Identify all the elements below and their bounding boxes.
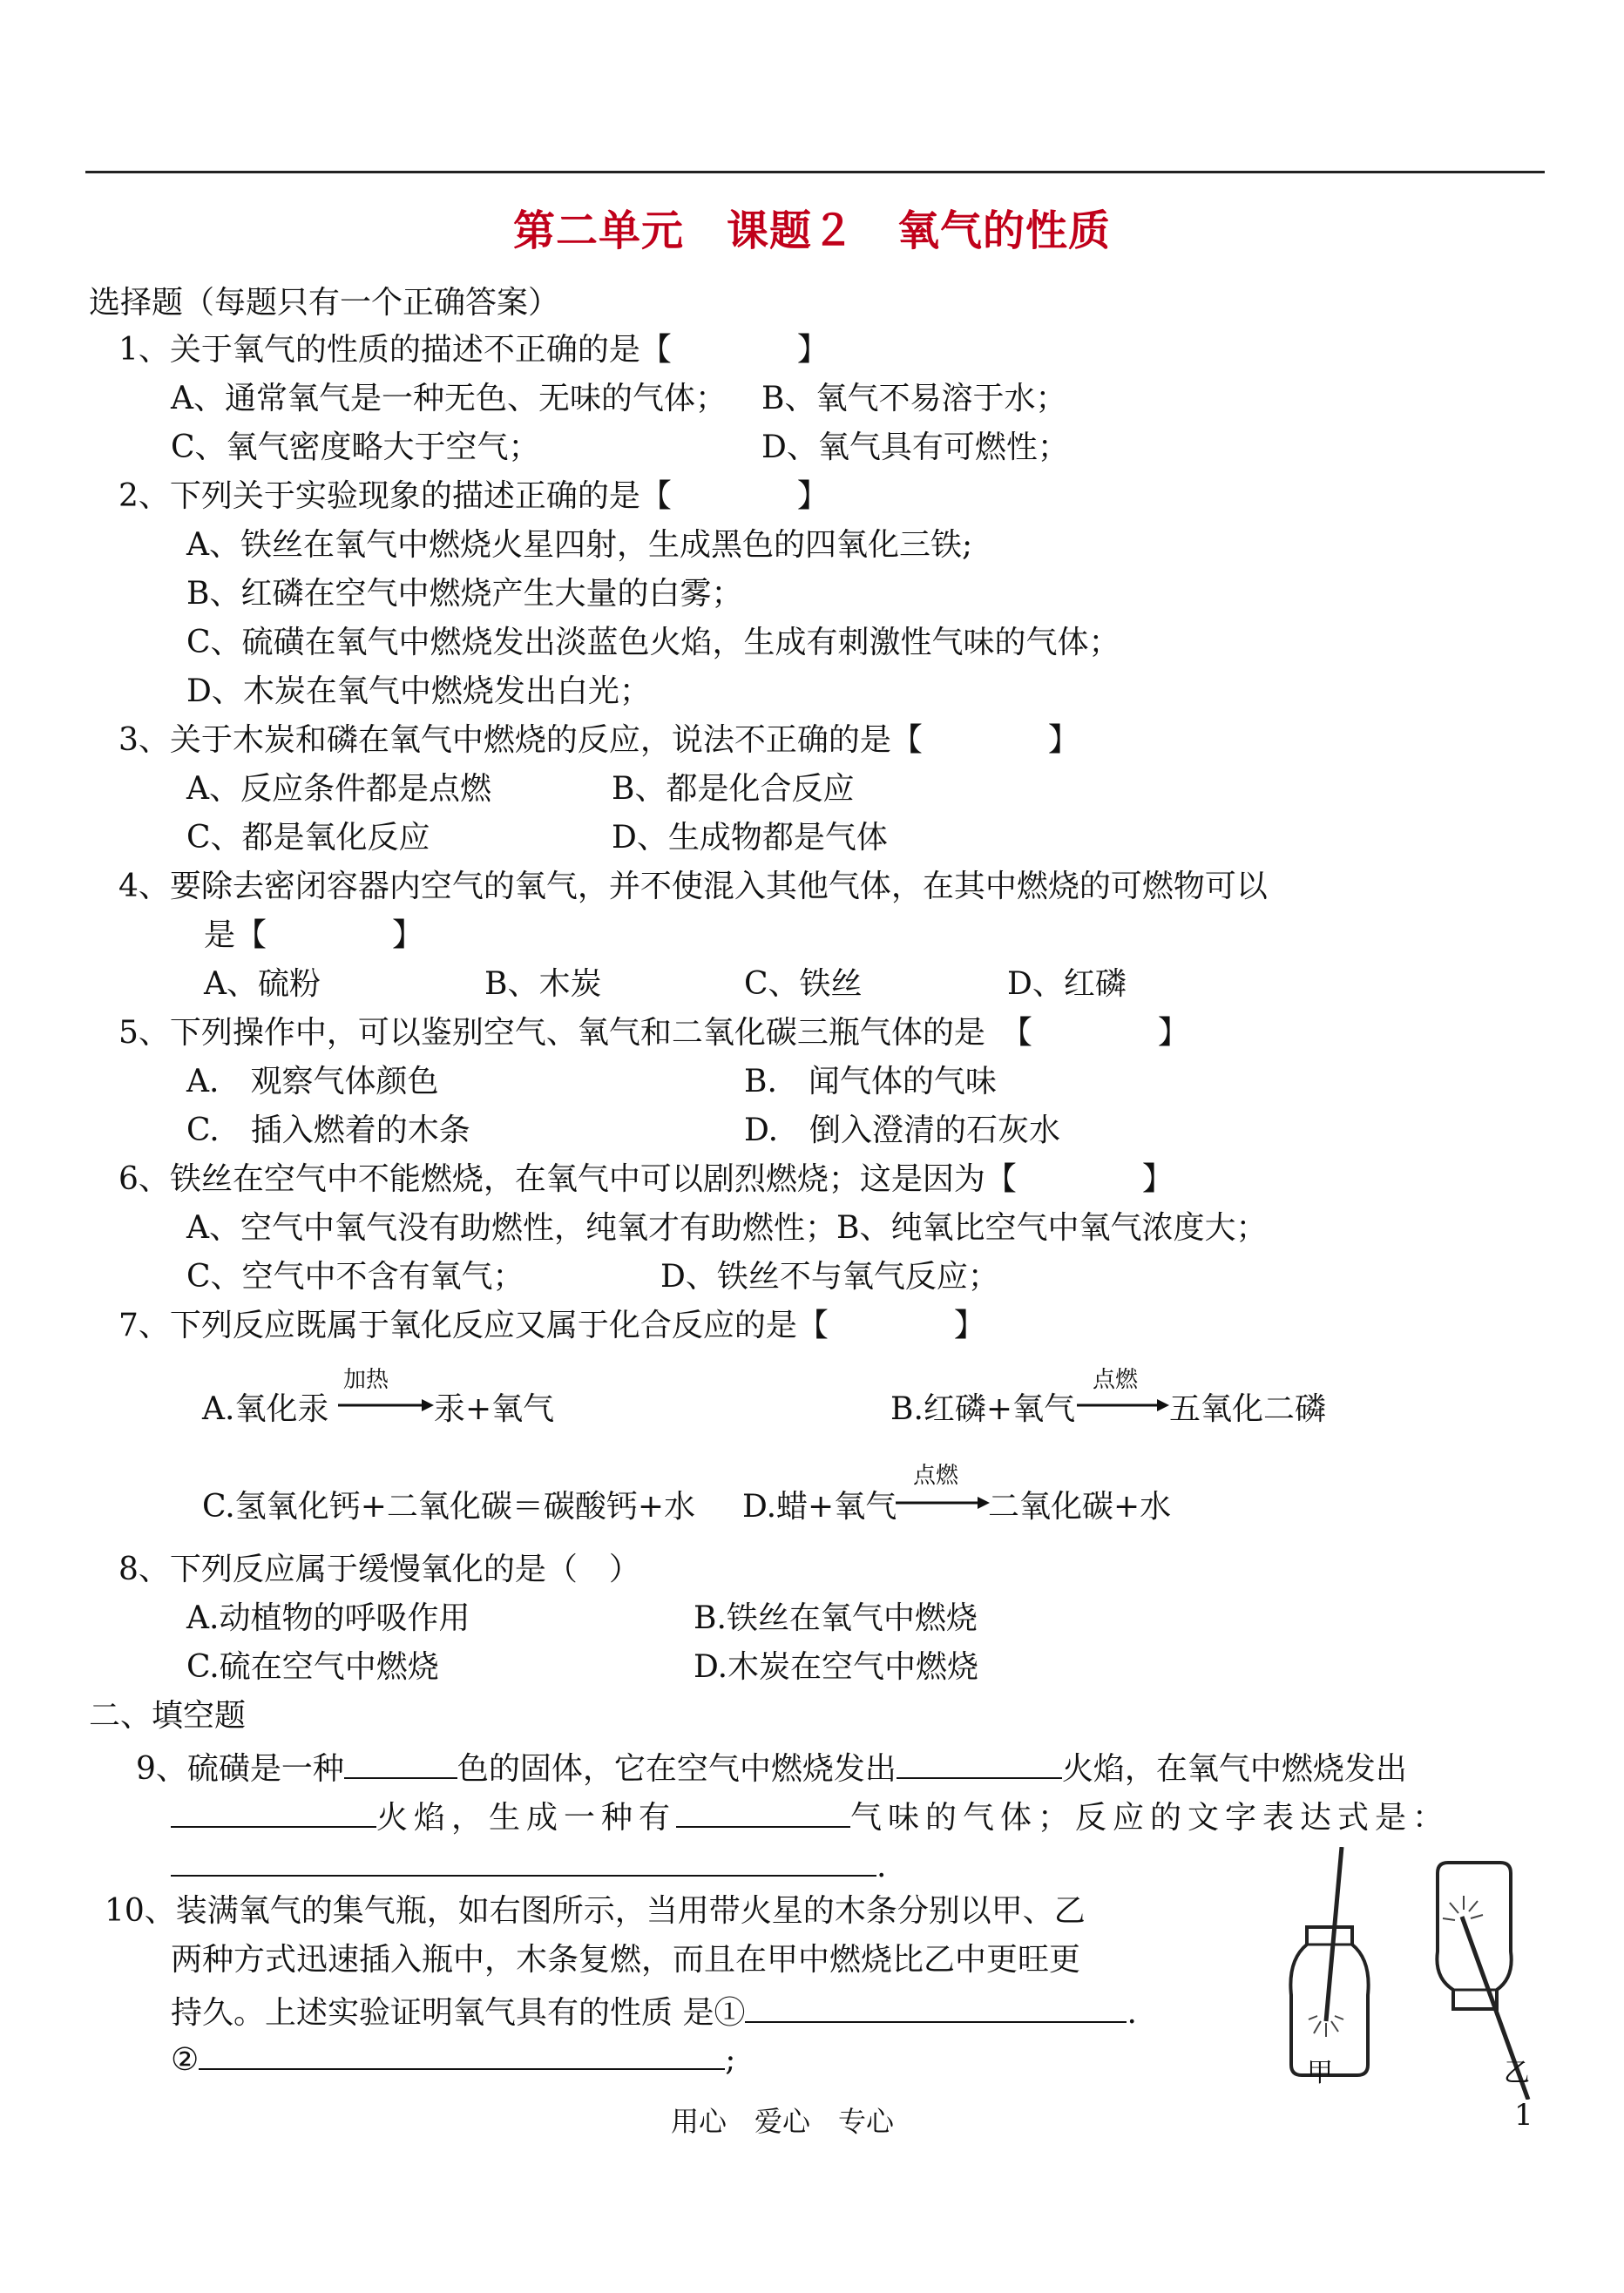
- figure-label-jia: 甲: [1307, 2058, 1333, 2088]
- q10-text-3: 持久。上述实验证明氧气具有的性质 是①: [171, 1995, 746, 2031]
- q7-option-b-reactant: B.红磷+氧气: [890, 1391, 1076, 1427]
- q3-option-c: C、都是氧化反应: [186, 820, 430, 856]
- q7-option-d-condition: 点燃: [913, 1463, 959, 1489]
- q10-circle-2: ②: [171, 2042, 200, 2078]
- section-fill-heading: 二、填空题: [89, 1698, 247, 1734]
- q4-stem-continued: 是【 】: [204, 917, 424, 953]
- q9-line2: [171, 1795, 1450, 1837]
- q10-line1: 10、装满氧气的集气瓶，如右图所示，当用带火星的木条分别以甲、乙: [105, 1893, 1086, 1929]
- q5-option-d: D. 倒入澄清的石灰水: [744, 1113, 1061, 1148]
- q9-text-4: 火焰，生成一种有: [376, 1800, 677, 1836]
- q7-option-c: C.氢氧化钙+二氧化碳＝碳酸钙+水: [202, 1489, 696, 1525]
- figure-label-yi: 乙: [1504, 2058, 1530, 2088]
- page-number: 1: [1514, 2098, 1533, 2133]
- bottle-jia-icon: [1290, 1847, 1368, 2075]
- q9-blank-air-flame[interactable]: [897, 1746, 1062, 1779]
- q7-stem: 7、下列反应既属于氧化反应又属于化合反应的是【 】: [118, 1308, 985, 1343]
- q9-text-3: 火焰，在氧气中燃烧发出: [1061, 1751, 1407, 1787]
- q7-option-a-product: 汞+氧气: [434, 1391, 555, 1427]
- section-choice-heading: 选择题（每题只有一个正确答案）: [89, 285, 560, 321]
- q9-blank-odor[interactable]: [676, 1795, 850, 1828]
- q9-blank-color[interactable]: [344, 1746, 457, 1779]
- q10-line3: [171, 1990, 1137, 2033]
- q10-blank-property-1[interactable]: [745, 1990, 1127, 2023]
- q4-option-a: A、硫粉: [204, 966, 321, 1002]
- q1-option-a: A、通常氧气是一种无色、无味的气体；: [171, 381, 727, 416]
- q9-text-2: 色的固体，它在空气中燃烧发出: [457, 1751, 897, 1787]
- q7-option-d-arrow-icon: [896, 1495, 990, 1511]
- q7-option-d-product: 二氧化碳+水: [988, 1489, 1172, 1525]
- q3-stem: 3、关于木炭和磷在氧气中燃烧的反应，说法不正确的是【 】: [118, 722, 1079, 758]
- q6-stem: 6、铁丝在空气中不能燃烧，在氧气中可以剧烈燃烧；这是因为【 】: [118, 1161, 1174, 1197]
- q9-text-5: 气味的气体；反应的文字表达式是：: [850, 1800, 1451, 1836]
- q8-option-c: C.硫在空气中燃烧: [186, 1649, 439, 1685]
- q9-text-6: .: [876, 1849, 887, 1884]
- q9-line3: [171, 1843, 886, 1886]
- q10-text-4-end: ;: [725, 2042, 736, 2078]
- q10-blank-property-2[interactable]: [199, 2037, 725, 2070]
- q8-stem: 8、下列反应属于缓慢氧化的是（ ）: [118, 1552, 640, 1587]
- q7-option-a-condition: 加热: [343, 1367, 389, 1393]
- q3-option-d: D、生成物都是气体: [612, 820, 888, 856]
- q3-option-a: A、反应条件都是点燃: [186, 771, 491, 807]
- header-rule: [85, 171, 1545, 173]
- q10-text-3-end: .: [1127, 1995, 1137, 2031]
- footer-text: 用心 爱心 专心: [671, 2105, 895, 2138]
- q2-option-d: D、木炭在氧气中燃烧发出白光；: [186, 673, 651, 709]
- q7-option-b-condition: 点燃: [1093, 1367, 1139, 1393]
- q4-option-d: D、红磷: [1007, 966, 1127, 1002]
- q5-stem: 5、下列操作中，可以鉴别空气、氧气和二氧化碳三瓶气体的是 【 】: [118, 1015, 1189, 1051]
- q6-option-ab: A、空气中氧气没有助燃性，纯氧才有助燃性；B、纯氧比空气中氧气浓度大；: [186, 1210, 1268, 1246]
- q4-option-b: B、木炭: [484, 966, 602, 1002]
- page-title: 第二单元 课题２ 氧气的性质: [512, 206, 1111, 255]
- q7-option-a-reactant: A.氧化汞: [202, 1391, 329, 1427]
- q2-option-b: B、红磷在空气中燃烧产生大量的白雾；: [186, 576, 743, 612]
- q2-option-a: A、铁丝在氧气中燃烧火星四射，生成黑色的四氧化三铁;: [186, 527, 973, 563]
- q2-stem: 2、下列关于实验现象的描述正确的是【 】: [118, 478, 829, 514]
- q7-option-d-reactant: D.蜡+氧气: [742, 1489, 897, 1525]
- q4-stem: 4、要除去密闭容器内空气的氧气，并不使混入其他气体，在其中燃烧的可燃物可以: [118, 869, 1268, 904]
- q6-option-d: D、铁丝不与氧气反应；: [660, 1259, 999, 1295]
- q2-option-c: C、硫磺在氧气中燃烧发出淡蓝色火焰，生成有刺激性气味的气体；: [186, 625, 1120, 660]
- q1-option-b: B、氧气不易溶于水；: [761, 381, 1067, 416]
- q8-option-a: A.动植物的呼吸作用: [186, 1600, 470, 1636]
- q5-option-c: C. 插入燃着的木条: [186, 1113, 470, 1148]
- q6-option-c: C、空气中不含有氧气；: [186, 1259, 524, 1295]
- q10-line2: 两种方式迅速插入瓶中，木条复燃，而且在甲中燃烧比乙中更旺更: [171, 1942, 1081, 1978]
- q8-option-b: B.铁丝在氧气中燃烧: [694, 1600, 978, 1636]
- q1-option-d: D、氧气具有可燃性；: [761, 430, 1069, 465]
- q9-text-1: 9、硫磺是一种: [136, 1751, 344, 1787]
- q8-option-d: D.木炭在空气中燃烧: [694, 1649, 979, 1685]
- q5-option-b: B. 闻气体的气味: [744, 1064, 997, 1099]
- q1-option-c: C、氧气密度略大于空气；: [171, 430, 540, 465]
- q10-line4: [171, 2037, 735, 2080]
- q9-blank-oxygen-flame[interactable]: [171, 1795, 376, 1828]
- q7-option-b-arrow-icon: [1077, 1397, 1169, 1413]
- q4-option-c: C、铁丝: [744, 966, 863, 1002]
- q3-option-b: B、都是化合反应: [612, 771, 855, 807]
- q7-option-b-product: 五氧化二磷: [1169, 1391, 1327, 1427]
- q1-stem: 1、关于氧气的性质的描述不正确的是【 】: [118, 332, 829, 368]
- q7-option-a-arrow-icon: [338, 1397, 434, 1413]
- q5-option-a: A. 观察气体颜色: [186, 1064, 439, 1099]
- q9-blank-equation[interactable]: [171, 1843, 876, 1877]
- q9-line1: [136, 1746, 1407, 1789]
